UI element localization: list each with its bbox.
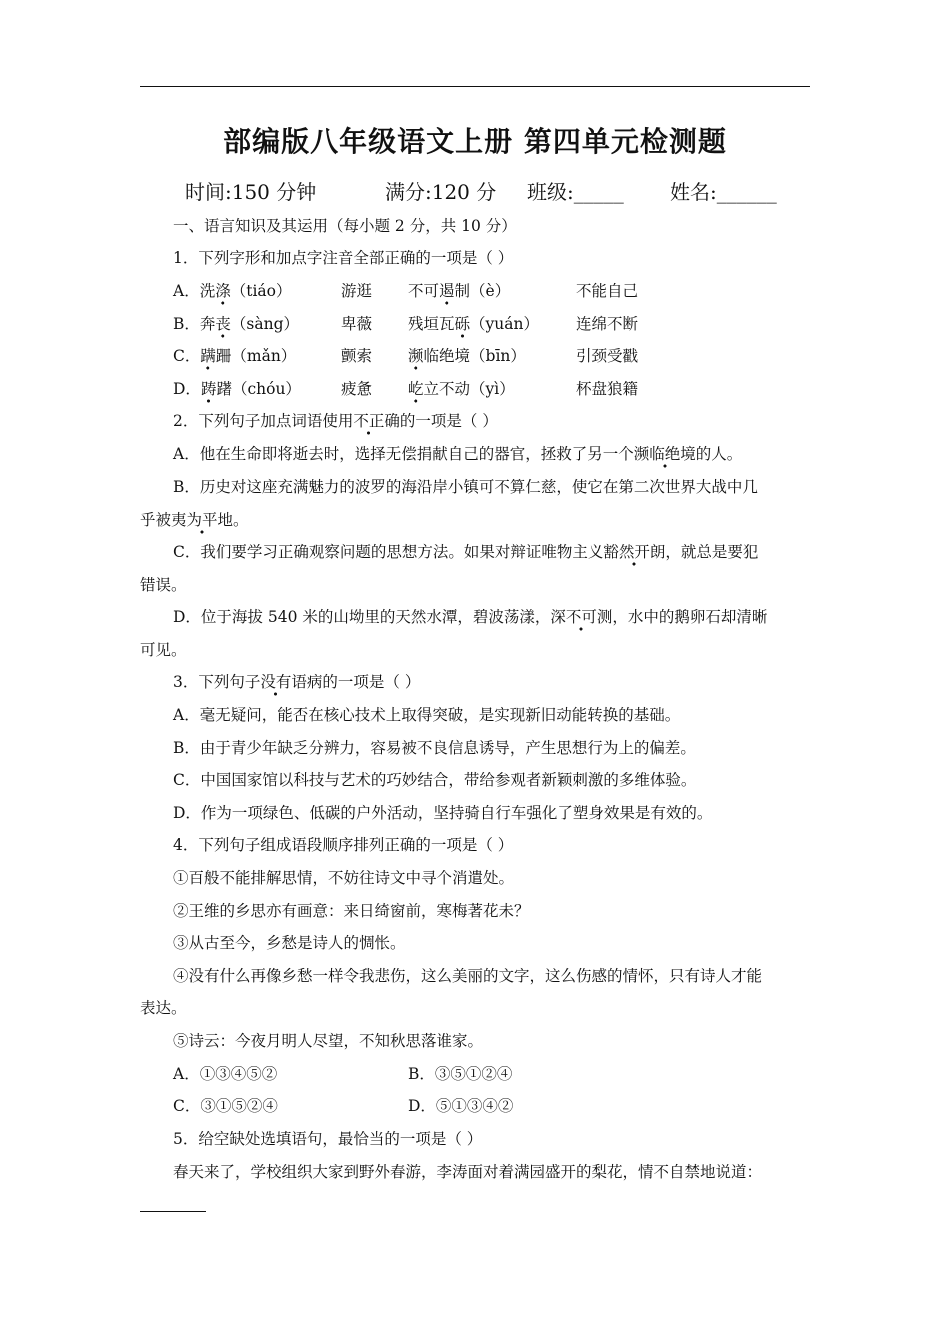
question-4-option-c: C．③①⑤②④	[173, 1097, 278, 1115]
question-3-option-a: A．毫无疑问，能否在核心技术上取得突破，是实现新旧动能转换的基础。	[173, 706, 681, 724]
question-2-option-c: C．我们要学习正确观察问题的思想方法。如果对辩证唯物主义豁然开朗，就总是要犯	[173, 542, 812, 562]
question-4-option-d: D．⑤①③④②	[408, 1097, 514, 1115]
exam-time: 时间:150 分钟	[185, 180, 317, 204]
exam-score: 满分:120 分	[385, 180, 497, 204]
answer-blank-line	[140, 1211, 206, 1212]
question-2-option-c-cont: 错误。	[140, 576, 187, 594]
exam-page: 部编版八年级语文上册 第四单元检测题 时间:150 分钟 满分:120 分 班级:_____ 姓名:______ 一、语言知识及其运用（每小题 2 分，共 10 分） 1．下列字形和加点字注音全部正确的一项是（ ） A．洗涤（tiáo） 游逛 不可遏制（è） 不能自己 B．奔丧（sàng） 卑薇 残垣瓦砾（yuán） 连绵不断 C．蹒跚（mǎn） 颤索 濒临绝境（bīn） 引颈受戳 D．踌躇（chóu） 疲惫 屹立不动（yì） 杯盘狼籍 2．下列句子加点词语使用不正确的一项是（ ） A．他在生命即将逝去时，选择无偿捐献自己的器官，拯救了另一个濒临绝境的人。 B．历史对这座充满魅力的波罗的海沿岸小镇可不算仁慈，使它在第二次世界大战中几 乎被夷为平地。 C．我们要学习正确观察问题的思想方法。如果对辩证唯物主义豁然开朗，就总是要犯 错误。 D．位于海拔 540 米的山坳里的天然水潭，碧波荡漾，深不可测，水中的鹅卵石却清晰 可见。 3．下列句子没有语病的一项是（ ） A．毫无疑问，能否在核心技术上取得突破，是实现新旧动能转换的基础。 B．由于青少年缺乏分辨力，容易被不良信息诱导，产生思想行为上的偏差。 C．中国国家馆以科技与艺术的巧妙结合，带给参观者新颖刺激的多维体验。 D．作为一项绿色、低碳的户外活动，坚持骑自行车强化了塑身效果是有效的。 4．下列句子组成语段顺序排列正确的一项是（ ） ①百般不能排解思情，不妨往诗文中寻个消遣处。 ②王维的乡思亦有画意：来日绮窗前，寒梅著花未？ ③从古至今，乡愁是诗人的惆怅。 ④没有什么再像乡愁一样令我悲伤，这么美丽的文字，这么伤感的情怀，只有诗人才能 表达。 ⑤诗云：今夜月明人尽望，不知秋思落谁家。 A．①③④⑤② B．③⑤①②④ C．③①⑤②④ D．⑤①③④② 5．给空缺处选填语句，最恰当的一项是（ ） 春天来了，学校组织大家到野外春游，李涛面对着满园盛开的梨花，情不自禁地说道：	[0, 0, 950, 1344]
question-5-stem: 5．给空缺处选填语句，最恰当的一项是（ ）	[173, 1130, 483, 1148]
question-1-stem: 1．下列字形和加点字注音全部正确的一项是（ ）	[173, 249, 514, 267]
question-2-stem: 2．下列句子加点词语使用不正确的一项是（ ）	[173, 411, 812, 431]
exam-name-field: 姓名:______	[670, 180, 777, 204]
question-2-option-b: B．历史对这座充满魅力的波罗的海沿岸小镇可不算仁慈，使它在第二次世界大战中几	[173, 478, 758, 496]
question-2-option-d-cont: 可见。	[140, 641, 187, 659]
question-4-sentence-4-cont: 表达。	[140, 999, 187, 1017]
exam-class-field: 班级:_____	[527, 180, 624, 204]
question-3-option-c: C．中国国家馆以科技与艺术的巧妙结合，带给参观者新颖刺激的多维体验。	[173, 771, 697, 789]
question-2-option-a: A．他在生命即将逝去时，选择无偿捐献自己的器官，拯救了另一个濒临绝境的人。	[173, 444, 812, 464]
section-heading: 一、语言知识及其运用（每小题 2 分，共 10 分）	[173, 217, 517, 235]
question-5-passage: 春天来了，学校组织大家到野外春游，李涛面对着满园盛开的梨花，情不自禁地说道：	[173, 1163, 763, 1181]
question-4-option-a: A．①③④⑤②	[173, 1065, 278, 1083]
question-2-option-d: D．位于海拔 540 米的山坳里的天然水潭，碧波荡漾，深不可测，水中的鹅卵石却清晰	[173, 607, 812, 627]
question-2-option-b-cont: 乎被夷为平地。	[140, 510, 812, 530]
question-3-stem: 3．下列句子没有语病的一项是（ ）	[173, 672, 812, 692]
exam-meta	[185, 176, 815, 205]
header-rule	[140, 86, 810, 87]
question-4-sentence-5: ⑤诗云：今夜月明人尽望，不知秋思落谁家。	[173, 1032, 484, 1050]
question-3-option-b: B．由于青少年缺乏分辨力，容易被不良信息诱导，产生思想行为上的偏差。	[173, 739, 696, 757]
question-4-sentence-2: ②王维的乡思亦有画意：来日绮窗前，寒梅著花未？	[173, 902, 530, 920]
question-4-option-b: B．③⑤①②④	[408, 1065, 513, 1083]
question-4-sentence-4: ④没有什么再像乡愁一样令我悲伤，这么美丽的文字，这么伤感的情怀，只有诗人才能	[173, 967, 763, 985]
question-4-stem: 4．下列句子组成语段顺序排列正确的一项是（ ）	[173, 836, 514, 854]
page-title: 部编版八年级语文上册 第四单元检测题	[223, 125, 727, 158]
question-4-sentence-3: ③从古至今，乡愁是诗人的惆怅。	[173, 934, 406, 952]
question-4-sentence-1: ①百般不能排解思情，不妨往诗文中寻个消遣处。	[173, 869, 515, 887]
question-3-option-d: D．作为一项绿色、低碳的户外活动，坚持骑自行车强化了塑身效果是有效的。	[173, 804, 713, 822]
